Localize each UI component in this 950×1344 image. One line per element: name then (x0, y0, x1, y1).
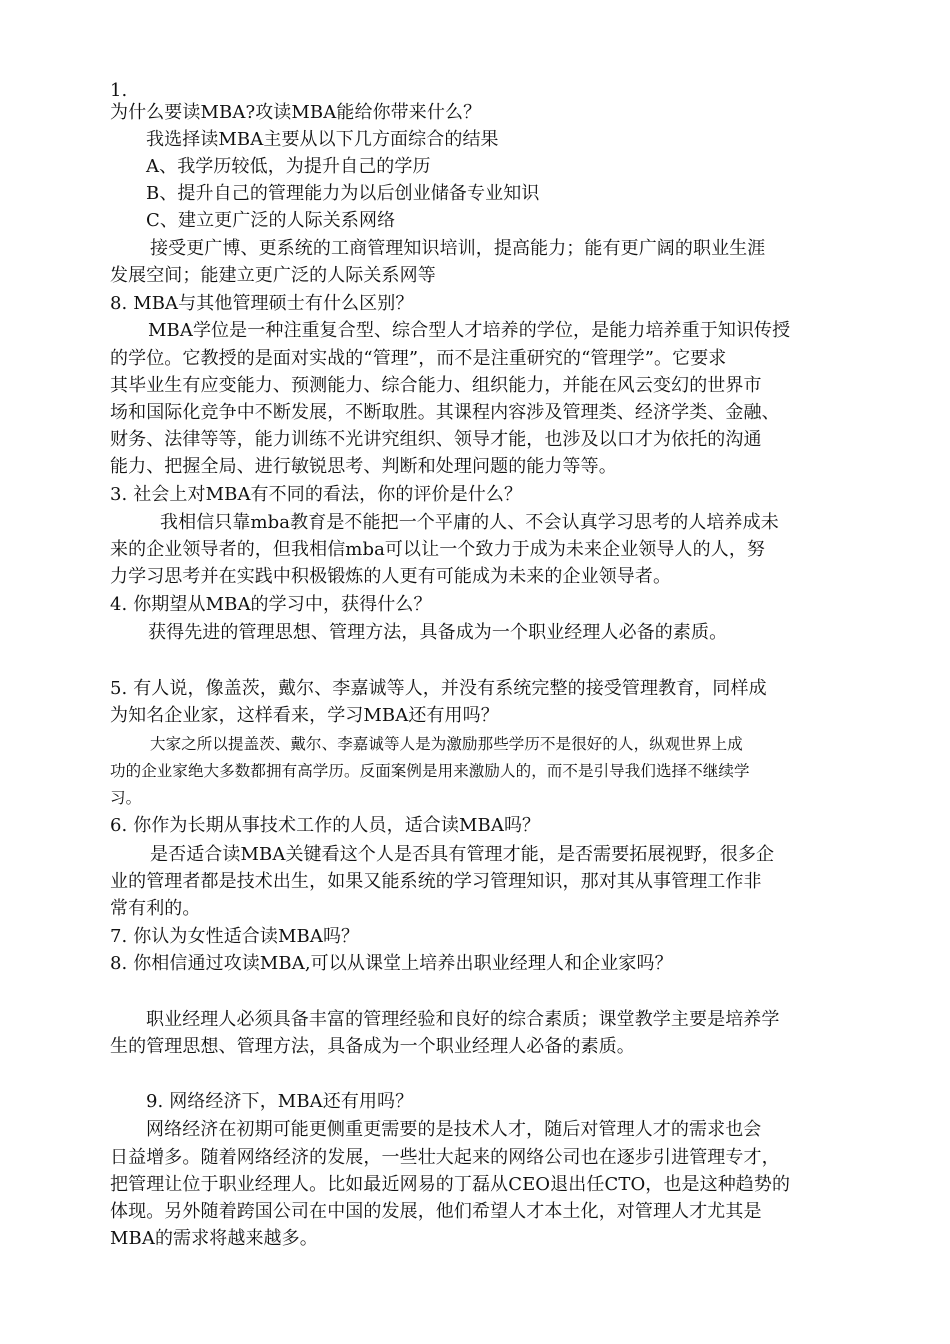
answer-9-line: MBA的需求将越来越多。 (110, 1228, 318, 1249)
question-8b-title: 8. 你相信通过攻读MBA,可以从课堂上培养出职业经理人和企业家吗？ (110, 953, 673, 974)
answer-8-line: 能力、把握全局、进行敏锐思考、判断和处理问题的能力等等。 (110, 456, 617, 477)
question-5-title: 为知名企业家，这样看来，学习MBA还有用吗？ (110, 705, 499, 726)
answer-1-line: 接受更广博、更系统的工商管理知识培训，提高能力；能有更广阔的职业生涯 (150, 238, 766, 259)
answer-1-item-a: A、我学历较低，为提升自己的学历 (146, 156, 431, 177)
answer-3-line: 我相信只靠mba教育是不能把一个平庸的人、不会认真学习思考的人培养成未 (160, 512, 779, 533)
question-1-title: 为什么要读MBA?攻读MBA能给你带来什么？ (110, 102, 482, 123)
answer-8-line: 财务、法律等等，能力训练不光讲究组织、领导才能，也涉及以口才为依托的沟通 (110, 429, 762, 450)
answer-6-line: 业的管理者都是技术出生，如果又能系统的学习管理知识，那对其从事管理工作非 (110, 871, 762, 892)
answer-1-item-c: C、建立更广泛的人际关系网络 (146, 210, 396, 231)
answer-8-line: 的学位。它教授的是面对实战的“管理”，而不是注重研究的“管理学”。它要求 (110, 348, 727, 369)
answer-6-line: 常有利的。 (110, 898, 201, 919)
question-9-title: 9. 网络经济下，MBA还有用吗？ (146, 1091, 414, 1112)
answer-9-line: 体现。另外随着跨国公司在中国的发展，他们希望人才本土化，对管理人才尤其是 (110, 1201, 762, 1222)
answer-9-line: 日益增多。随着网络经济的发展，一些壮大起来的网络公司也在逐步引进管理专才， (110, 1147, 780, 1168)
answer-5-line: 大家之所以提盖茨、戴尔、李嘉诚等人是为激励那些学历不是很好的人，纵观世界上成 (150, 735, 743, 753)
answer-9-line: 把管理让位于职业经理人。比如最近网易的丁磊从CEO退出任CTO，也是这种趋势的 (110, 1174, 791, 1195)
question-6-title: 6. 你作为长期从事技术工作的人员，适合读MBA吗？ (110, 815, 541, 836)
answer-8-line: 场和国际化竞争中不断发展，不断取胜。其课程内容涉及管理类、经济学类、金融、 (110, 402, 780, 423)
question-5-title: 5. 有人说，像盖茨，戴尔、李嘉诚等人，并没有系统完整的接受管理教育，同样成 (110, 678, 767, 699)
answer-9-line: 网络经济在初期可能更侧重更需要的是技术人才，随后对管理人才的需求也会 (146, 1119, 762, 1140)
answer-8b-line: 职业经理人必须具备丰富的管理经验和良好的综合素质；课堂教学主要是培养学 (146, 1009, 780, 1030)
question-4-title: 4. 你期望从MBA的学习中，获得什么？ (110, 594, 432, 615)
answer-1-item-b: B、提升自己的管理能力为以后创业储备专业知识 (146, 183, 540, 204)
answer-5-line: 习。 (110, 789, 142, 807)
question-8-title: 8. MBA与其他管理硕士有什么区别？ (110, 293, 414, 314)
answer-1-line: 发展空间；能建立更广泛的人际关系网等 (110, 265, 436, 286)
answer-8-line: MBA学位是一种注重复合型、综合型人才培养的学位，是能力培养重于知识传授 (148, 320, 791, 341)
answer-8-line: 其毕业生有应变能力、预测能力、综合能力、组织能力，并能在风云变幻的世界市 (110, 375, 762, 396)
answer-3-line: 力学习思考并在实践中积极锻炼的人更有可能成为未来的企业领导者。 (110, 566, 672, 587)
question-1-number: 1. (110, 80, 128, 101)
question-3-title: 3. 社会上对MBA有不同的看法，你的评价是什么？ (110, 484, 523, 505)
answer-3-line: 来的企业领导者的，但我相信mba可以让一个致力于成为未来企业领导人的人，努 (110, 539, 766, 560)
answer-1-intro: 我选择读MBA主要从以下几方面综合的结果 (146, 129, 499, 150)
answer-6-line: 是否适合读MBA关键看这个人是否具有管理才能，是否需要拓展视野，很多企 (150, 844, 775, 865)
question-7-title: 7. 你认为女性适合读MBA吗？ (110, 926, 360, 947)
answer-4-line: 获得先进的管理思想、管理方法，具备成为一个职业经理人必备的素质。 (148, 622, 728, 643)
answer-5-line: 功的企业家绝大多数都拥有高学历。反面案例是用来激励人的，而不是引导我们选择不继续学 (110, 762, 750, 780)
answer-8b-line: 生的管理思想、管理方法，具备成为一个职业经理人必备的素质。 (110, 1036, 635, 1057)
